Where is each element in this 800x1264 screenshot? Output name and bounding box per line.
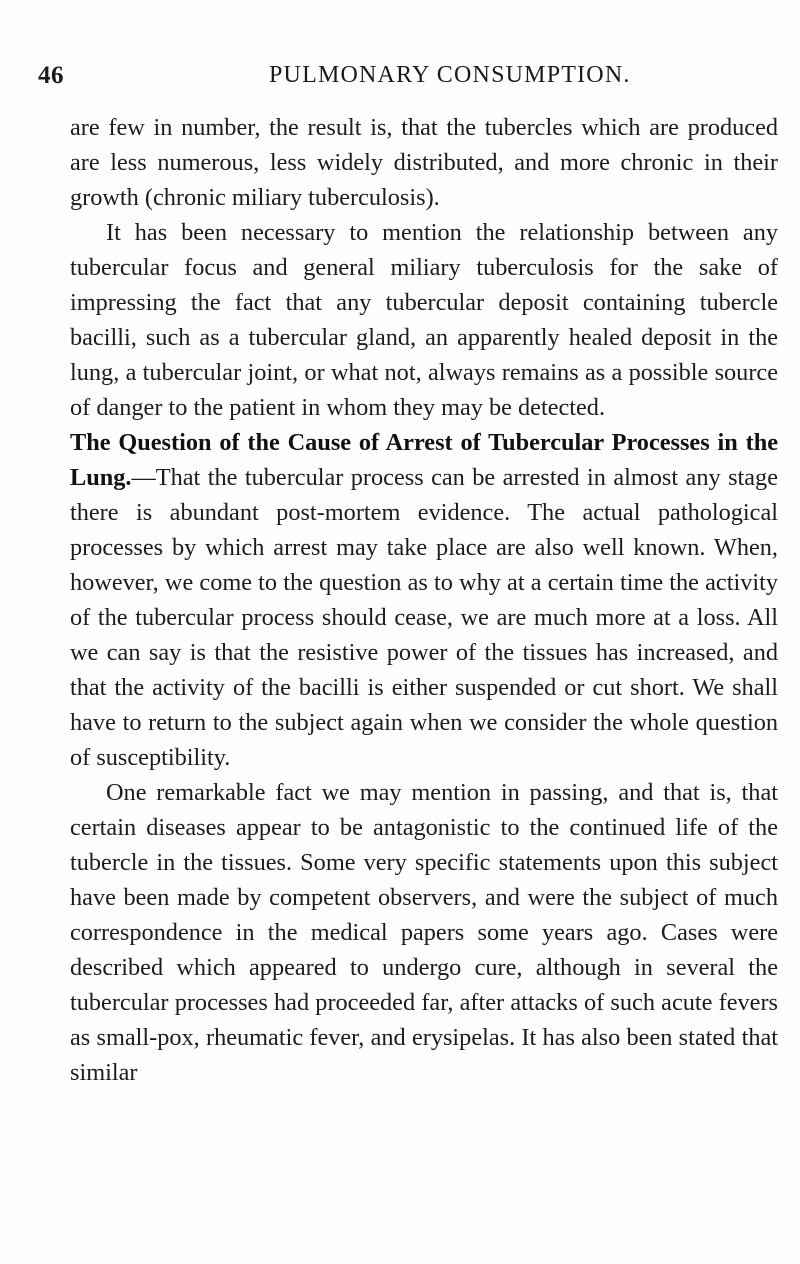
paragraph-text: —That the tubercular process can be arrested in almost any stage there is abundant post-mortem evidence. The actual pathological processes by which arrest may take place are also well known. When, however, we come to the question as to why at a certain time the activity of the tubercular process should cease, we are much more at a loss. All we can say is that the resistive power of the tissues has increased, and that the activity of the bacilli is either suspended or cut short. We shall have to return to the subject again when we consider the whole question of susceptibility. — [70, 464, 778, 771]
paragraph-text: are few in number, the result is, that the tubercles which are produced are less numerous, less widely distributed, and more chronic in their growth (chronic miliary tuberculosis). — [70, 114, 778, 211]
running-head — [38, 62, 631, 98]
page-number: 46 — [38, 62, 64, 89]
body-text — [70, 110, 778, 1090]
paragraph-text: It has been necessary to mention the relationship between any tubercular focus and general miliary tuberculosis for the sake of impressing the fact that any tubercular deposit containing tubercle bacilli, such as a tubercular gland, an apparently healed deposit in the lung, a tubercular joint, or what not, always remains as a possible source of danger to the patient in whom they may be detected. — [70, 219, 778, 421]
paragraph-text: One remarkable fact we may mention in passing, and that is, that certain diseases appear to be antagonistic to the continued life of the tubercle in the tissues. Some very specific statements upon this subject have been made by competent observers, and were the subject of much correspondence in the medical papers some years ago. Cases were described which appeared to undergo cure, although in several the tubercular processes had proceeded far, after attacks of such acute fevers as small-pox, rheumatic fever, and erysipelas. It has also been stated that similar — [70, 779, 778, 1086]
section-heading: The Question of the Cause of Arrest of Tubercular Processes in the Lung. — [70, 429, 778, 491]
paragraph — [70, 775, 778, 1090]
paragraph — [70, 215, 778, 425]
paragraph-with-section-heading — [70, 425, 778, 775]
paragraph-continued — [70, 110, 778, 215]
running-title: PULMONARY CONSUMPTION. — [269, 62, 631, 88]
